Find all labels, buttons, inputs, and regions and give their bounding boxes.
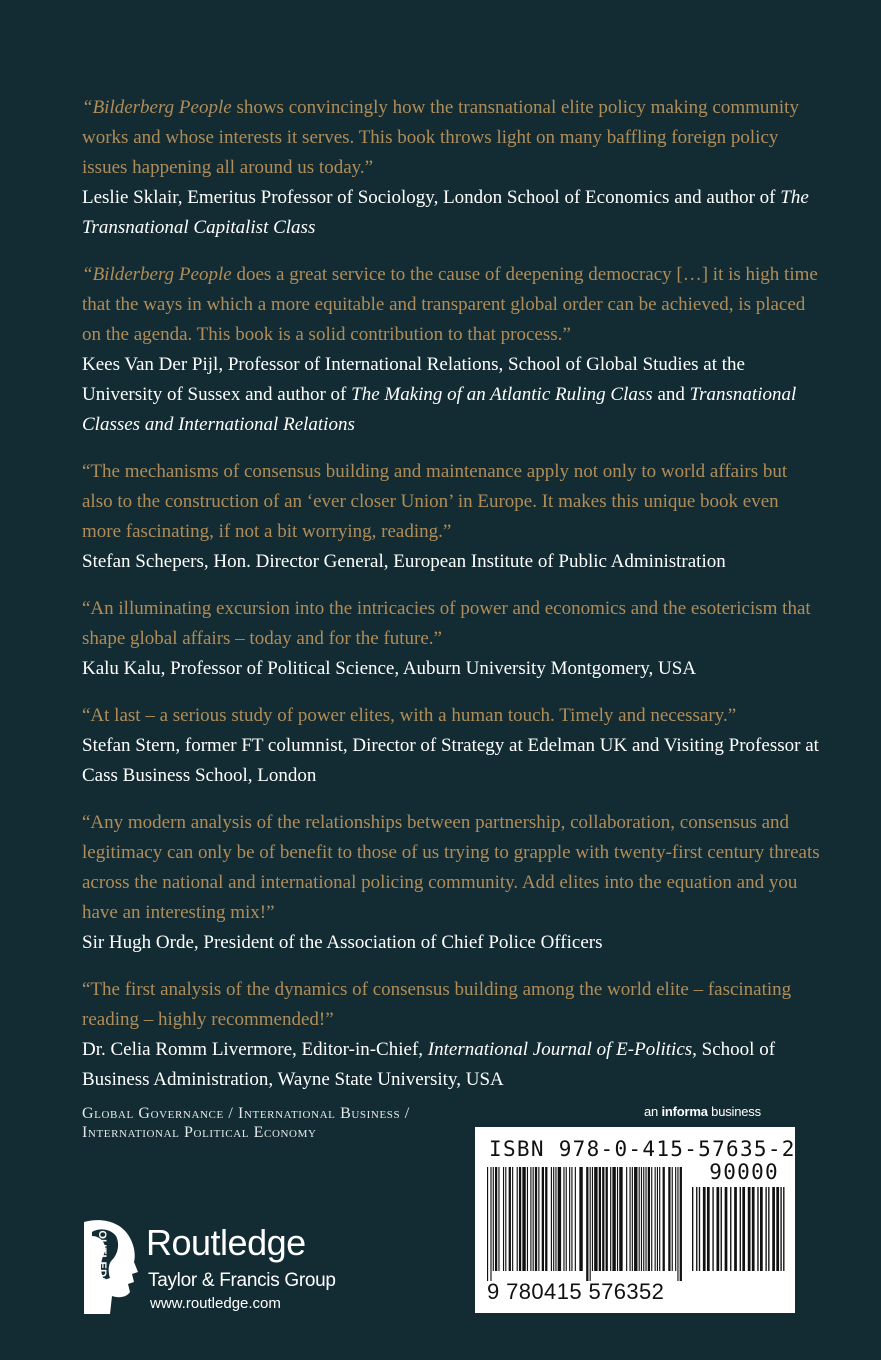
- barcode-bar: [734, 1187, 737, 1271]
- subject-categories: [82, 1104, 410, 1142]
- publisher-url: www.routledge.com: [150, 1295, 281, 1312]
- quote-text: “At last – a serious study of power elites, with a human touch. Timely and necessary.”: [82, 705, 737, 726]
- barcode-bar: [602, 1167, 604, 1271]
- barcode-bar: [630, 1167, 631, 1271]
- barcode-bar: [517, 1167, 518, 1271]
- barcode-bar: [752, 1187, 755, 1271]
- barcode-bar: [655, 1167, 656, 1271]
- ean-barcode-bars: [487, 1167, 687, 1281]
- barcode-bar: [740, 1187, 741, 1271]
- barcode-bar: [490, 1167, 491, 1281]
- barcode-bar: [599, 1167, 601, 1271]
- endorsement-4: [82, 594, 822, 684]
- quote-text: “The first analysis of the dynamics of consensus building among the world elite – fascinating reading – highly recommended!”: [82, 979, 792, 1030]
- barcode-bar: [765, 1187, 766, 1271]
- quote-attribution: Stefan Schepers, Hon. Director General, European Institute of Public Administration: [82, 551, 726, 572]
- quote-text: “An illuminating excursion into the intricacies of power and economics and the esotericism that shape global affairs – today and for the future.”: [82, 598, 811, 649]
- barcode-bar: [675, 1167, 676, 1271]
- quote-text: “The mechanisms of consensus building and maintenance apply not only to world affairs but also to the construction of an ‘ever closer Union’ in Europe. It makes this unique book even more fascinating, if not a bit worrying, reading.”: [82, 461, 788, 542]
- barcode-bar: [594, 1167, 597, 1271]
- barcode-bar: [590, 1167, 591, 1281]
- quote-attribution: Sir Hugh Orde, President of the Association of Chief Police Officers: [82, 932, 603, 953]
- barcode-bar: [606, 1167, 608, 1271]
- barcode-bar: [493, 1167, 494, 1271]
- barcode-bar: [757, 1187, 758, 1271]
- endorsement-5: [82, 701, 822, 791]
- barcode-bar: [498, 1167, 499, 1271]
- barcode-bar: [558, 1167, 561, 1271]
- barcode-bar: [760, 1187, 763, 1271]
- quote-attribution: Leslie Sklair, Emeritus Professor of Sociology, London School of Economics and author of The Transnational Capitalist Class: [82, 187, 809, 238]
- barcode-bar: [545, 1167, 547, 1271]
- ean-digits: 9 780415 576352: [487, 1279, 665, 1304]
- barcode-bar: [612, 1167, 615, 1271]
- publisher-name: Routledge: [146, 1222, 306, 1263]
- barcode-bar: [659, 1167, 660, 1271]
- isbn-text: ISBN 978-0-415-57635-2: [489, 1137, 796, 1161]
- barcode-bar: [645, 1167, 646, 1271]
- barcode-bar: [487, 1167, 488, 1281]
- barcode-bar: [730, 1187, 731, 1271]
- barcode-bar: [783, 1187, 784, 1271]
- barcode-bar: [677, 1167, 678, 1281]
- barcode-bar: [553, 1167, 554, 1271]
- endorsement-1: [82, 93, 822, 243]
- barcode-bar: [619, 1167, 622, 1271]
- barcode-bar: [639, 1167, 640, 1271]
- barcode-bar: [716, 1187, 719, 1271]
- informa-tagline: an informa business: [644, 1104, 761, 1119]
- barcode-bar: [748, 1187, 751, 1271]
- barcode-bar: [538, 1167, 539, 1271]
- barcode-bar: [592, 1167, 593, 1271]
- endorsement-7: [82, 975, 822, 1095]
- publisher-group: Taylor & Francis Group: [148, 1270, 336, 1291]
- barcode-bar: [712, 1187, 713, 1271]
- barcode-bar: [703, 1187, 706, 1271]
- barcode-bar: [648, 1167, 650, 1271]
- barcode-bar: [626, 1167, 627, 1271]
- barcode-bar: [680, 1167, 682, 1281]
- barcode-bar: [519, 1167, 521, 1271]
- barcode-bar: [495, 1167, 497, 1271]
- barcode-bar: [542, 1167, 544, 1271]
- barcode-bar: [634, 1167, 637, 1271]
- barcode-bar: [696, 1187, 697, 1271]
- barcode-bar: [522, 1167, 525, 1271]
- barcode-bar: [772, 1187, 775, 1271]
- price-code: 90000: [709, 1160, 779, 1184]
- barcode-bar: [651, 1167, 652, 1271]
- barcode-bar: [725, 1187, 728, 1271]
- quote-text: “Bilderberg People does a great service to the cause of deepening democracy […] it is high time that the ways in which a more equitable and transparent global order can be achieved, is placed on the agenda. This book is a solid contribution to that process.”: [82, 264, 818, 345]
- subject-line-2: International Political Economy: [82, 1124, 317, 1141]
- endorsement-2: [82, 260, 822, 440]
- barcode-bar: [721, 1187, 722, 1271]
- barcode-bar: [551, 1167, 552, 1271]
- barcode-bar: [535, 1167, 537, 1271]
- routledge-vertical-mark: ROUTLEDGE: [95, 1222, 108, 1294]
- barcode-bar: [512, 1167, 513, 1271]
- barcode-bar: [566, 1167, 567, 1271]
- barcode-bar: [632, 1167, 633, 1271]
- addon-barcode-bars: [692, 1187, 788, 1281]
- barcode-bar: [707, 1187, 710, 1271]
- barcode-bar: [530, 1167, 531, 1271]
- barcode-bar: [569, 1167, 570, 1271]
- barcode-bar: [643, 1167, 644, 1271]
- endorsement-6: [82, 808, 822, 958]
- barcode-bar: [579, 1167, 582, 1271]
- quote-attribution: Kees Van Der Pijl, Professor of International Relations, School of Global Studies at the University of Sussex and author of The Making of an Atlantic Ruling Class and Transnational Classes and International Relations: [82, 354, 797, 435]
- quote-attribution: Stefan Stern, former FT columnist, Director of Strategy at Edelman UK and Visiting Professor at Cass Business School, London: [82, 735, 819, 786]
- barcode-bar: [503, 1167, 504, 1271]
- barcode-bar: [776, 1187, 779, 1271]
- barcode-bar: [555, 1167, 556, 1271]
- barcode-bar: [780, 1187, 781, 1271]
- quote-attribution: Kalu Kalu, Professor of Political Science, Auburn University Montgomery, USA: [82, 658, 697, 679]
- barcode-bar: [663, 1167, 665, 1271]
- barcode-bar: [575, 1167, 576, 1271]
- barcode-bar: [672, 1167, 673, 1271]
- barcode-bar: [692, 1187, 693, 1271]
- quote-text: “Any modern analysis of the relationships between partnership, collaboration, consensus and legitimacy can only be of benefit to those of us trying to grapple with twenty-first century threats across the national and international policing community. Add elites into the equation and you have an interesting mix!”: [82, 812, 820, 923]
- barcode-bar: [509, 1167, 511, 1271]
- quote-attribution: Dr. Celia Romm Livermore, Editor-in-Chief, International Journal of E-Politics, School of Business Administration, Wayne State University, USA: [82, 1039, 776, 1090]
- publisher-logo: [78, 1218, 378, 1318]
- barcode-bar: [699, 1187, 700, 1271]
- isbn-barcode: [475, 1127, 795, 1313]
- endorsements: [82, 93, 822, 1112]
- barcode-bar: [527, 1167, 528, 1271]
- barcode-bar: [617, 1167, 618, 1271]
- subject-line-1: Global Governance / International Business /: [82, 1105, 410, 1122]
- barcode-bar: [768, 1187, 769, 1271]
- barcode-bar: [571, 1167, 572, 1271]
- endorsement-3: [82, 457, 822, 577]
- routledge-profile-icon: [78, 1218, 140, 1318]
- barcode-bar: [641, 1167, 642, 1271]
- barcode-bar: [657, 1167, 658, 1271]
- barcode-bar: [563, 1167, 564, 1271]
- barcode-bar: [742, 1187, 745, 1271]
- barcode-bar: [610, 1167, 611, 1271]
- barcode-bar: [505, 1167, 506, 1271]
- barcode-bar: [668, 1167, 670, 1271]
- quote-text: “Bilderberg People shows convincingly how the transnational elite policy making community works and whose interests it serves. This book throws light on many baffling foreign policy issues happening all around us today.”: [82, 97, 799, 178]
- barcode-bar: [586, 1167, 588, 1281]
- barcode-bar: [533, 1167, 534, 1271]
